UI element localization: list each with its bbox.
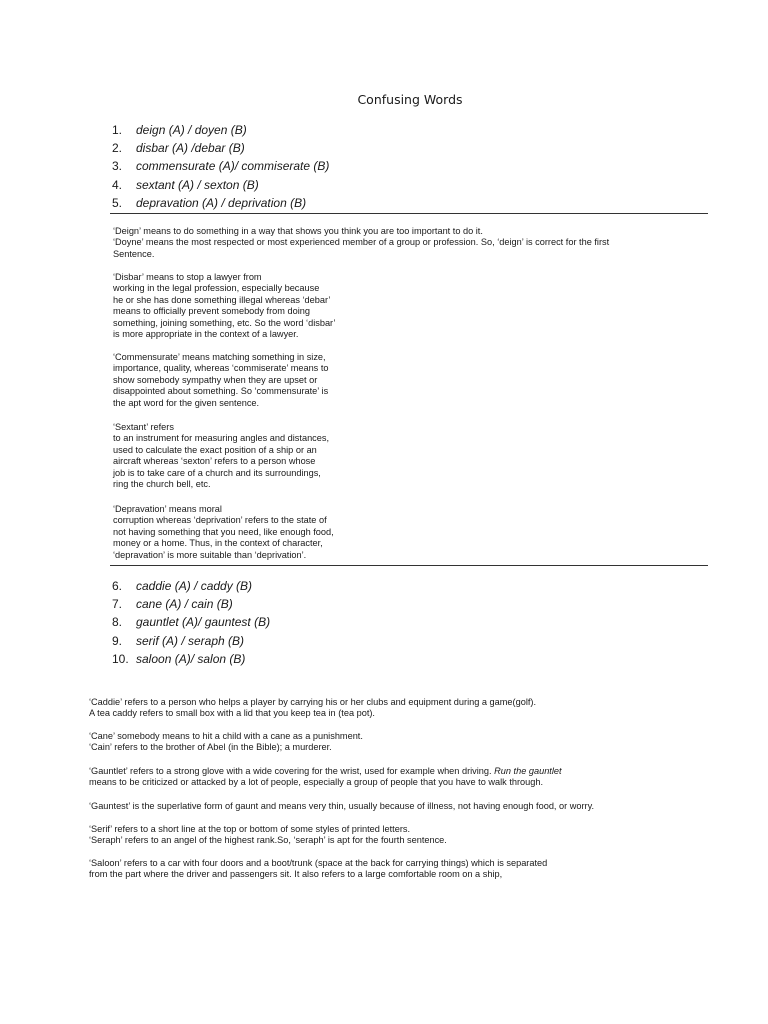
question-item: 10. saloon (A)/ salon (B) — [112, 651, 246, 666]
question-item: 9. serif (A) / seraph (B) — [112, 633, 245, 648]
explanation-cane: ‘Cane’ somebody means to hit a child with a cane as a punishment. ‘Cain’ refers to the brother of Abel (in the Bible); a murderer. — [89, 731, 363, 753]
explanation-disbar: ‘Disbar’ means to stop a lawyer from working in the legal profession, especially because he or she has done something illegal whereas ‘debar’ means to officially prevent somebody from doing something, joining something, etc. So the word ‘disbar’ is more appropriate in the context of a lawyer. — [113, 272, 336, 339]
explanation-deign: ‘Deign’ means to do something in a way that shows you think you are too important to do it. ‘Doyne’ means the most respected or most experienced member of a group or profession. So, ‘deign’ is correct for the first Sentence. — [113, 226, 610, 259]
question-item: 4. sextant (A) / sexton (B) — [112, 177, 259, 192]
explanation-depravation: ‘Depravation’ means moral corruption whereas ‘deprivation’ refers to the state of not having something that you need, like enough food, money or a home. Thus, in the context of character, ‘depravation’ is more suitable than ‘deprivation’. — [113, 504, 334, 560]
question-item: 1. deign (A) / doyen (B) — [112, 123, 247, 137]
divider — [110, 565, 708, 566]
question-list-2 — [112, 577, 270, 668]
explanation-saloon: ‘Saloon’ refers to a car with four doors and a boot/trunk (space at the back for carrying things) which is separated from the part where the driver and passengers sit. It also refers to a large comfortable room on a ship, — [89, 858, 548, 880]
explanation-commensurate: ‘Commensurate’ means matching something in size, importance, quality, whereas ‘commiserate’ means to show somebody sympathy when they are upset or disappointed about something. So ‘commensurate’ is the apt word for the given sentence. — [113, 352, 329, 408]
explanation-sextant: ‘Sextant’ refers to an instrument for measuring angles and distances, used to calculate the exact position of a ship or an aircraft whereas ‘sexton’ refers to a person whose job is to take care of a church and its surroundings, ring the church bell, etc. — [113, 422, 330, 489]
question-item: 7. cane (A) / cain (B) — [112, 597, 233, 612]
divider — [110, 213, 708, 214]
question-item: 6. caddie (A) / caddy (B) — [112, 579, 253, 593]
question-item: 2. disbar (A) /debar (B) — [112, 141, 245, 156]
explanation-serif: ‘Serif’ refers to a short line at the top or bottom of some styles of printed letters. ‘Seraph’ refers to an angel of the highest rank.So, ‘seraph’ is apt for the fourth sentence. — [89, 824, 447, 846]
explanation-gauntest: ‘Gauntest’ is the superlative form of gaunt and means very thin, usually because of illness, not having enough food, or worry. — [89, 801, 595, 811]
question-item: 8. gauntlet (A)/ gauntest (B) — [112, 615, 271, 630]
page-title: Confusing Words — [357, 92, 463, 107]
explanation-gauntlet: ‘Gauntlet’ refers to a strong glove with a wide covering for the wrist, used for example when driving. Run the gauntlet means to be criticized or attacked by a lot of people, especially a group of people that you have to walk through. — [89, 766, 562, 788]
question-item: 3. commensurate (A)/ commiserate (B) — [112, 159, 330, 174]
question-item: 5. depravation (A) / deprivation (B) — [112, 195, 307, 210]
question-list-1 — [112, 121, 329, 212]
explanation-caddie: ‘Caddie’ refers to a person who helps a player by carrying his or her clubs and equipment during a game(golf). A tea caddy refers to small box with a lid that you keep tea in (tea pot). — [89, 697, 537, 719]
